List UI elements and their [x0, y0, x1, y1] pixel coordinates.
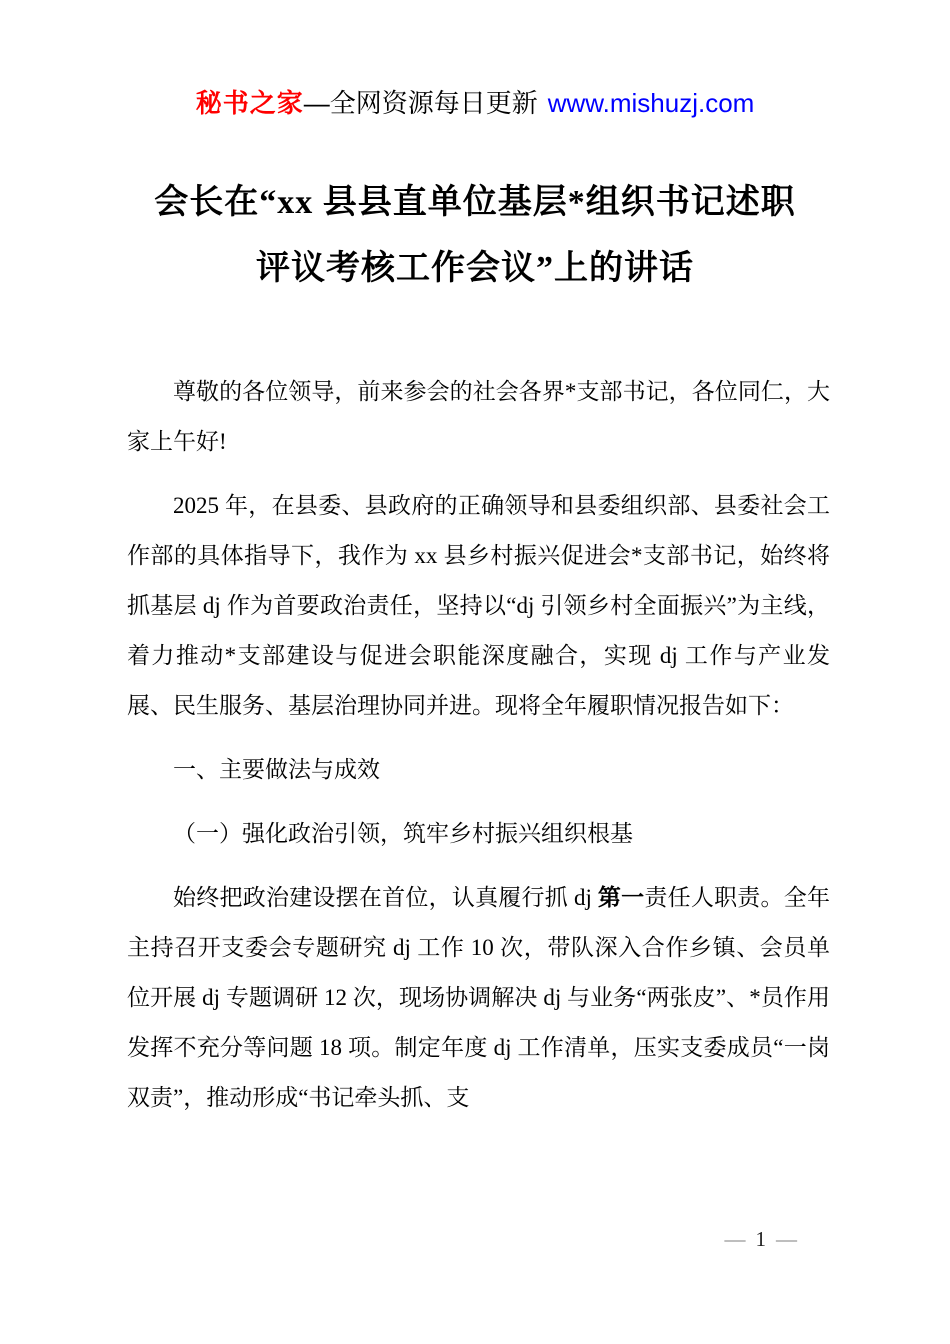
text-segment: 责任人职责。全年主持召开支委会专题研究 dj 工作 10 次，带队深入合作乡镇、会员单位开展 dj 专题调研 12 次，现场协调解决 dj 与业务“两张皮”、*员作用发挥不充分等问题 18 项。制定年度 dj 工作清单，压实支委成员“一岗双责”，推动形成“书记牵头抓、支 — [127, 885, 831, 1110]
site-brand: 秘书之家 — [195, 88, 304, 118]
footer-dash-left: — — [724, 1227, 746, 1251]
text-segment: 2025 年，在县委、县政府的正确领导和县委组织部、县委社会工作部的具体指导下，我作为 xx 县乡村振兴促进会*支部书记，始终将抓基层 dj 作为首要政治责任，坚持以“dj 引领乡村全面振兴”为主线，着力推动*支部建设与促进会职能深度融合，实现 dj 工作与产业发展、民生服务、基层治理协同并进。现将全年履职情况报告如下： — [127, 493, 830, 718]
document-title — [115, 170, 835, 302]
header-url-link[interactable]: www.mishuzj.com — [547, 88, 755, 118]
text-segment: 尊敬的各位领导，前来参会的社会各界*支部书记，各位同仁，大家上午好! — [127, 379, 830, 454]
text-segment: 一、主要做法与成效 — [173, 757, 380, 782]
title-line-1: 会长在“xx 县县直单位基层*组织书记述职 — [154, 184, 796, 221]
site-header — [0, 86, 950, 120]
paragraph — [127, 481, 830, 731]
paragraph — [127, 367, 830, 467]
text-segment: （一）强化政治引领，筑牢乡村振兴组织根基 — [173, 821, 633, 846]
page-footer — [725, 1224, 798, 1254]
title-line-2: 评议考核工作会议”上的讲话 — [256, 250, 694, 287]
header-tagline: —全网资源每日更新 — [303, 88, 538, 118]
text-segment: 始终把政治建设摆在首位，认真履行抓 dj — [173, 885, 598, 910]
footer-dash-right: — — [776, 1227, 797, 1251]
bold-text-segment: 第一 — [597, 885, 645, 910]
page-number: 1 — [755, 1227, 766, 1251]
paragraph — [127, 873, 830, 1123]
document-body — [127, 367, 830, 1123]
subheading — [127, 809, 830, 859]
heading — [127, 745, 830, 795]
